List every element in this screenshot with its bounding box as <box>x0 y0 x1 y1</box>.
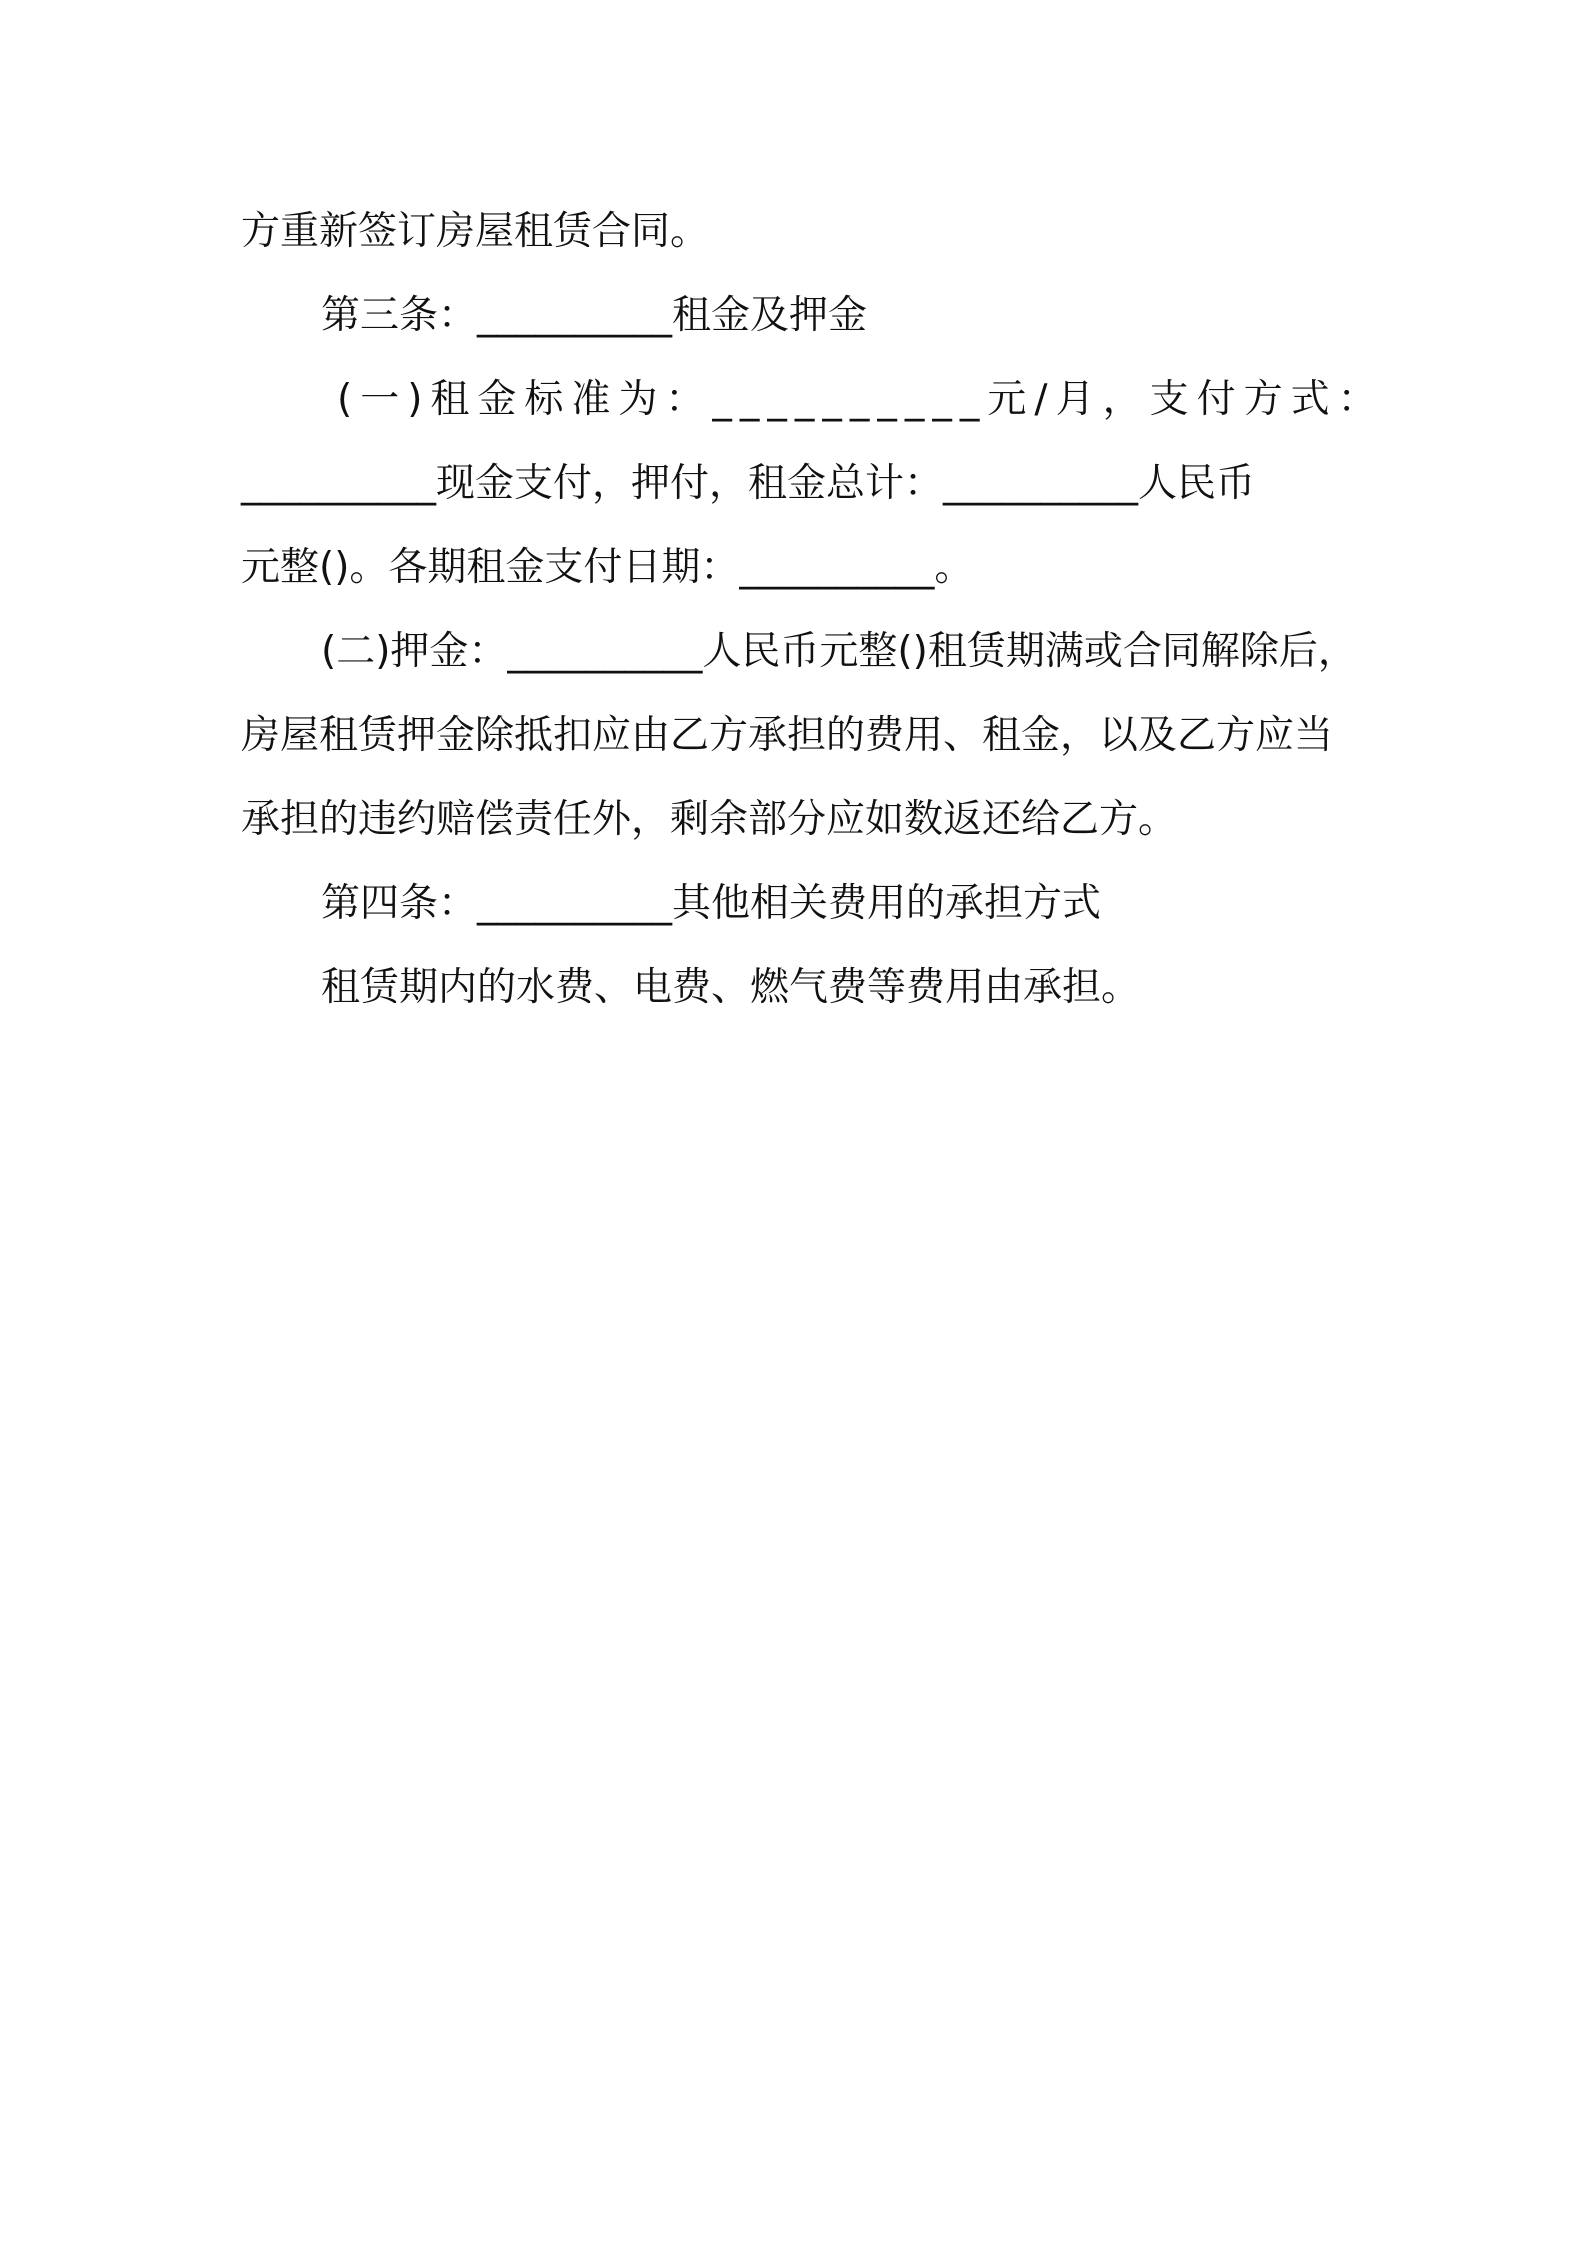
paragraph-line-continuation: 方重新签订房屋租赁合同。 <box>241 209 710 254</box>
article-three-heading: 第三条：__________租金及押金 <box>321 293 868 338</box>
rent-payment-line: __________现金支付，押付，租金总计：__________人民币 <box>241 461 1256 506</box>
article-four-heading: 第四条：__________其他相关费用的承担方式 <box>321 881 1102 926</box>
document-body <box>241 190 1385 1030</box>
deposit-return-line: 承担的违约赔偿责任外，剩余部分应如数返还给乙方。 <box>241 797 1178 842</box>
rent-payment-date-line: 元整()。各期租金支付日期：__________。 <box>241 545 974 590</box>
rent-standard-line: (一)租金标准为：__________元/月，支付方式： <box>337 377 1385 422</box>
deposit-detail-line: 房屋租赁押金除抵扣应由乙方承担的费用、租金，以及乙方应当 <box>241 713 1334 758</box>
deposit-line: (二)押金：__________人民币元整()租赁期满或合同解除后， <box>321 629 1357 674</box>
utilities-line: 租赁期内的水费、电费、燃气费等费用由承担。 <box>321 965 1141 1010</box>
